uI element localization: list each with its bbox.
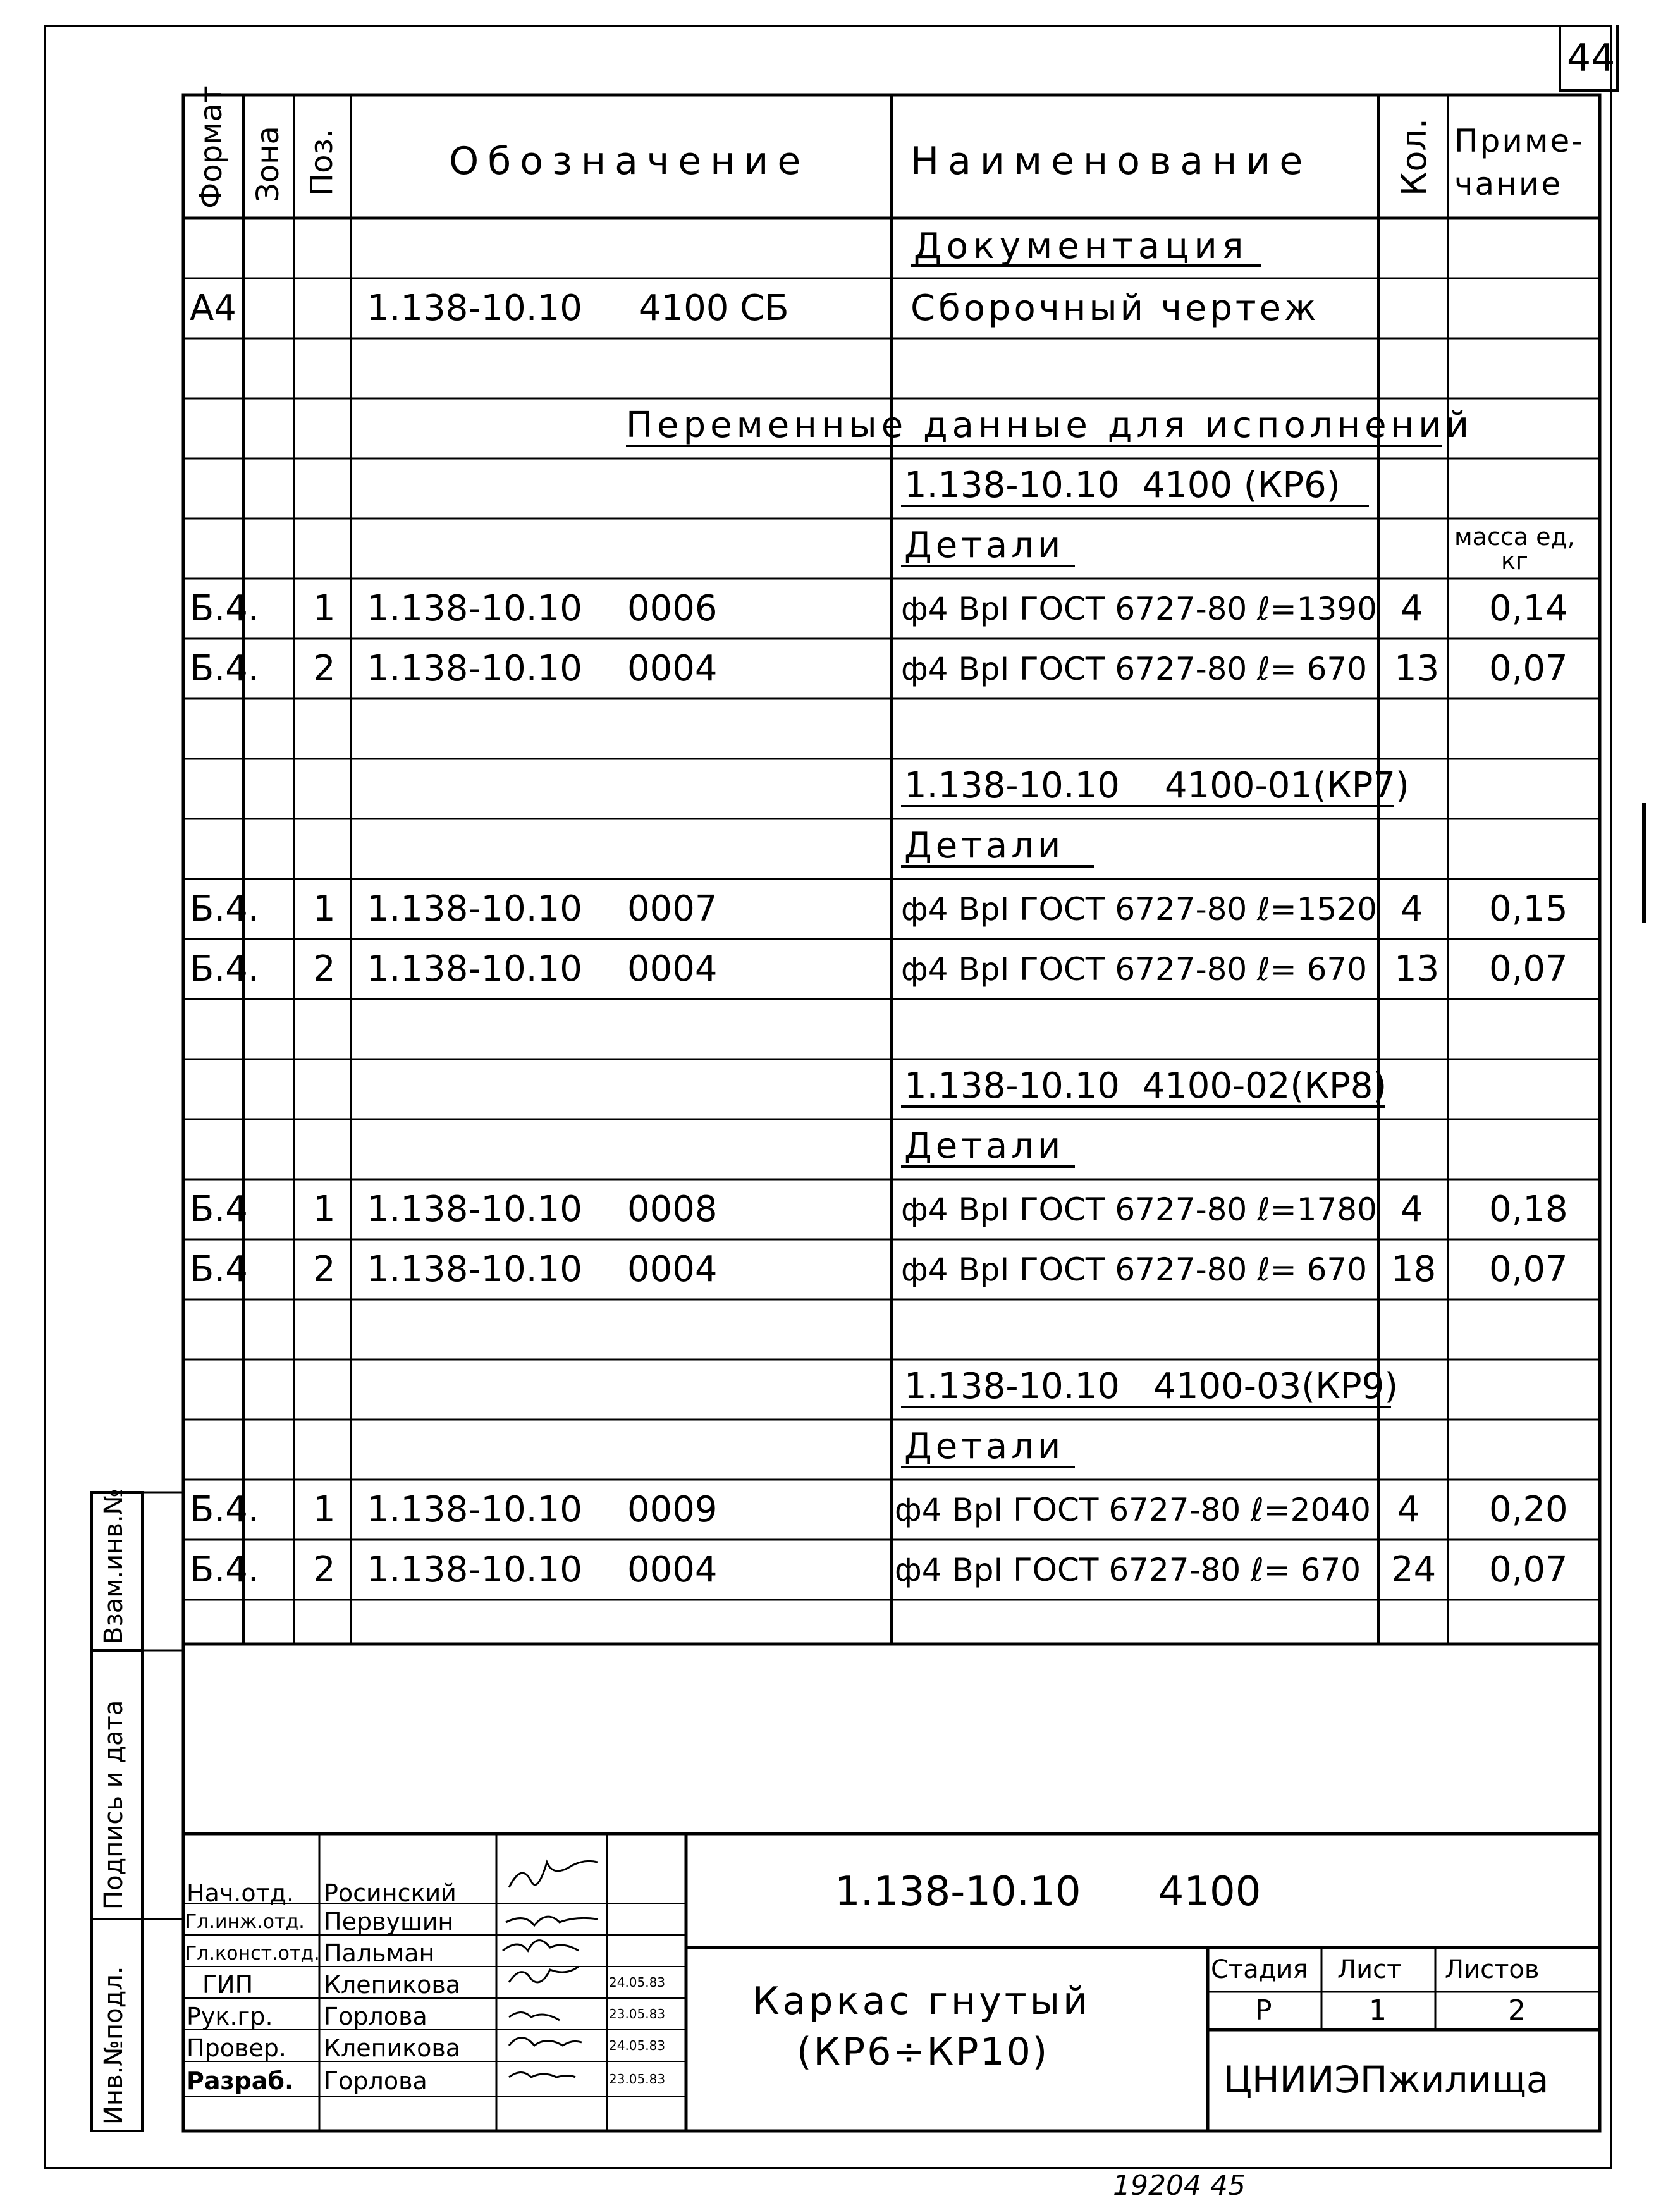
row-designation: 1.138-10.10 0004 — [367, 648, 718, 689]
row-note: 0,07 — [1489, 1549, 1568, 1590]
row-qty: 24 — [1391, 1549, 1437, 1590]
document-code: 1.138-10.10 4100 — [835, 1869, 1261, 1915]
header-designation: Обозначение — [449, 139, 810, 183]
row-name: Детали — [904, 1126, 1065, 1167]
row-name: Детали — [904, 825, 1065, 866]
header-name: Наименование — [911, 139, 1312, 183]
role: Нач.отд. — [187, 1879, 295, 1907]
row-name: 1.138-10.10 4100 (КР6) — [904, 465, 1340, 506]
row-name: 1.138-10.10 4100-01(КР7) — [904, 765, 1409, 806]
row-designation: 1.138-10.10 0008 — [367, 1189, 718, 1230]
row-name: ф4 ВрI ГОСТ 6727-80 ℓ= 670 — [901, 651, 1368, 687]
row-name: ф4 ВрI ГОСТ 6727-80 ℓ= 670 — [901, 951, 1368, 988]
sign-date: 23.05.83 — [609, 2006, 666, 2022]
row-designation: 1.138-10.10 0006 — [367, 588, 718, 629]
row-name: ф4 ВрI ГОСТ 6727-80 ℓ=1390 — [901, 591, 1377, 627]
row-designation: 1.138-10.10 0004 — [367, 948, 718, 990]
row-note: масса ед, кг — [1454, 523, 1575, 575]
row-designation: 1.138-10.10 0009 — [367, 1489, 718, 1530]
signature-scribbles — [500, 1837, 607, 2128]
row-designation: 1.138-10.10 0004 — [367, 1549, 718, 1590]
row-name: ф4 ВрI ГОСТ 6727-80 ℓ= 670 — [895, 1552, 1361, 1588]
header-format: Формат — [193, 85, 229, 209]
row-name: Сборочный чертеж — [911, 288, 1320, 329]
sheets-label: Листов — [1445, 1955, 1540, 1984]
row-note: 0,15 — [1489, 888, 1568, 930]
stage-value: Р — [1255, 1994, 1272, 2027]
row-format: Б.4. — [190, 588, 259, 629]
section-title: Переменные данные для исполнений — [626, 405, 1474, 446]
header-note: Приме- чание — [1454, 123, 1585, 202]
organization: ЦНИИЭПжилища — [1223, 2058, 1549, 2101]
header-pos: Поз. — [304, 128, 340, 196]
row-format: Б.4. — [190, 888, 259, 930]
role: Гл.инж.отд. — [185, 1911, 305, 1933]
row-name: Детали — [904, 525, 1065, 566]
row-pos: 2 — [313, 648, 336, 689]
row-pos: 2 — [313, 1549, 336, 1590]
row-format: Б.4 — [190, 1249, 248, 1290]
role: Гл.конст.отд. — [185, 1942, 320, 1965]
row-format: Б.4 — [190, 1189, 248, 1230]
row-designation: 1.138-10.10 0004 — [367, 1249, 718, 1290]
row-qty: 4 — [1401, 888, 1423, 930]
row-pos: 1 — [313, 1489, 336, 1530]
row-pos: 2 — [313, 1249, 336, 1290]
side-stamp-inv-orig: Инв.№подл. — [99, 1966, 128, 2125]
row-note: 0,18 — [1489, 1189, 1568, 1230]
row-note: 0,14 — [1489, 588, 1568, 629]
row-format: Б.4. — [190, 648, 259, 689]
row-name: ф4 ВрI ГОСТ 6727-80 ℓ= 670 — [901, 1251, 1368, 1288]
side-stamp-replace-inv: Взам.инв.№ — [99, 1488, 128, 1644]
sheet-corner-number: 44 — [1567, 36, 1616, 80]
row-qty: 18 — [1391, 1249, 1437, 1290]
stage-label: Стадия — [1211, 1955, 1308, 1984]
bottom-archive-number: 19204 45 — [1113, 2169, 1246, 2202]
row-format: Б.4. — [190, 1489, 259, 1530]
row-qty: 4 — [1397, 1489, 1420, 1530]
row-name: 1.138-10.10 4100-03(КР9) — [904, 1366, 1399, 1407]
row-designation: 1.138-10.10 4100 СБ — [367, 288, 789, 329]
row-qty: 4 — [1401, 1189, 1423, 1230]
row-format: А4 — [190, 288, 236, 329]
sheet-label: Лист — [1337, 1955, 1402, 1984]
row-format: Б.4. — [190, 948, 259, 990]
title-line2: (КР6÷КР10) — [797, 2030, 1050, 2074]
row-format: Б.4. — [190, 1549, 259, 1590]
person-name: Росинский — [324, 1879, 457, 1907]
role: Провер. — [187, 2034, 286, 2062]
row-name: ф4 ВрI ГОСТ 6727-80 ℓ=1520 — [901, 891, 1377, 928]
row-name: ф4 ВрI ГОСТ 6727-80 ℓ=1780 — [901, 1191, 1377, 1228]
row-note: 0,20 — [1489, 1489, 1568, 1530]
header-qty: Кол. — [1394, 118, 1434, 196]
row-qty: 13 — [1394, 948, 1440, 990]
header-zone: Зона — [250, 126, 286, 202]
row-name: 1.138-10.10 4100-02(КР8) — [904, 1065, 1387, 1107]
person-name: Клепикова — [324, 1971, 461, 1999]
person-name: Горлова — [324, 2003, 427, 2030]
row-pos: 1 — [313, 888, 336, 930]
role: ГИП — [202, 1971, 254, 1999]
row-pos: 1 — [313, 588, 336, 629]
row-qty: 4 — [1401, 588, 1423, 629]
role: Рук.гр. — [187, 2003, 273, 2030]
row-qty: 13 — [1394, 648, 1440, 689]
person-name: Горлова — [324, 2067, 427, 2095]
person-name: Первушин — [324, 1908, 454, 1936]
person-name: Пальман — [324, 1939, 435, 1967]
row-pos: 2 — [313, 948, 336, 990]
sheet-value: 1 — [1369, 1994, 1387, 2027]
sheets-value: 2 — [1508, 1994, 1526, 2027]
table-row: Документация — [914, 226, 1249, 267]
row-pos: 1 — [313, 1189, 336, 1230]
sign-date: 23.05.83 — [609, 2071, 666, 2087]
row-note: 0,07 — [1489, 948, 1568, 990]
row-name: Детали — [904, 1426, 1065, 1467]
sign-date: 24.05.83 — [609, 2038, 666, 2053]
sign-date: 24.05.83 — [609, 1975, 666, 1990]
row-note: 0,07 — [1489, 648, 1568, 689]
row-name: ф4 ВрI ГОСТ 6727-80 ℓ=2040 — [895, 1492, 1371, 1528]
person-name: Клепикова — [324, 2034, 461, 2062]
row-note: 0,07 — [1489, 1249, 1568, 1290]
title-line1: Каркас гнутый — [752, 1979, 1091, 2023]
row-designation: 1.138-10.10 0007 — [367, 888, 718, 930]
side-stamp-sign-date: Подпись и дата — [99, 1700, 128, 1910]
role: Разраб. — [187, 2067, 294, 2095]
